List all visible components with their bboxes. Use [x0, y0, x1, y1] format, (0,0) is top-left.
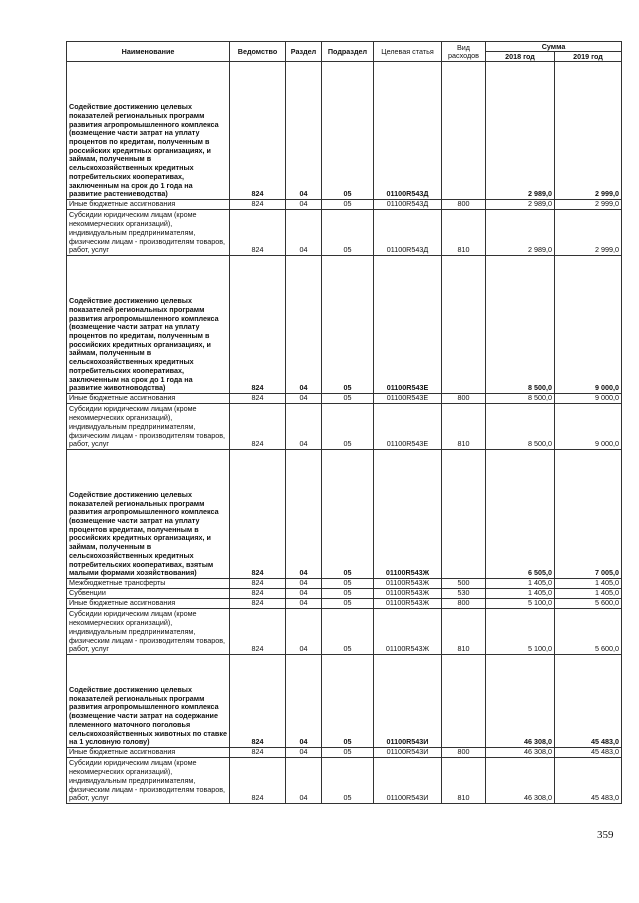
row-dept: 824	[230, 404, 286, 450]
row-section: 04	[286, 394, 322, 404]
row-dept: 824	[230, 589, 286, 599]
header-2018: 2018 год	[486, 52, 555, 62]
row-section: 04	[286, 62, 322, 200]
row-2018: 1 405,0	[486, 589, 555, 599]
row-2019: 7 005,0	[555, 450, 622, 579]
row-2018: 5 100,0	[486, 609, 555, 655]
table-row	[67, 200, 622, 210]
row-subsection: 05	[322, 394, 374, 404]
table-row	[67, 210, 622, 256]
table-row	[67, 748, 622, 758]
row-exp-type: 800	[442, 599, 486, 609]
row-2019: 2 999,0	[555, 62, 622, 200]
table-row	[67, 599, 622, 609]
header-subsection: Подраздел	[322, 42, 374, 62]
table-row	[67, 758, 622, 804]
header-target: Целевая статья	[374, 42, 442, 62]
row-target: 01100R543Д	[374, 62, 442, 200]
row-dept: 824	[230, 655, 286, 748]
row-section: 04	[286, 579, 322, 589]
header-exp-type: Вид расходов	[442, 42, 486, 62]
row-name: Субвенции	[67, 589, 230, 599]
row-name: Содействие достижению целевых показателей региональных программ развития агропромышленного комплекса (возмещение части затрат на уплату процентов по кредитам, полученным в российских кредитных организациях, и займам, полученным в сельскохозяйственных кредитных потребительских кооперативах, заключенным на срок до 1 года на развитие растениеводства)	[67, 62, 230, 200]
row-name: Субсидии юридическим лицам (кроме некоммерческих организаций), индивидуальным предпринимателям, физическим лицам - производителям товаров, работ, услуг	[67, 609, 230, 655]
row-exp-type	[442, 62, 486, 200]
row-section: 04	[286, 200, 322, 210]
row-dept: 824	[230, 579, 286, 589]
row-target: 01100R543Е	[374, 404, 442, 450]
row-target: 01100R543Д	[374, 210, 442, 256]
row-subsection: 05	[322, 589, 374, 599]
row-section: 04	[286, 450, 322, 579]
row-exp-type	[442, 655, 486, 748]
row-subsection: 05	[322, 579, 374, 589]
row-exp-type: 500	[442, 579, 486, 589]
row-2018: 5 100,0	[486, 599, 555, 609]
row-dept: 824	[230, 758, 286, 804]
row-name: Субсидии юридическим лицам (кроме некоммерческих организаций), индивидуальным предпринимателям, физическим лицам - производителям товаров, работ, услуг	[67, 210, 230, 256]
row-2019: 5 600,0	[555, 609, 622, 655]
row-name: Иные бюджетные ассигнования	[67, 394, 230, 404]
budget-table	[66, 41, 622, 804]
row-2019: 1 405,0	[555, 579, 622, 589]
table-row	[67, 609, 622, 655]
row-exp-type: 810	[442, 404, 486, 450]
row-subsection: 05	[322, 758, 374, 804]
row-subsection: 05	[322, 609, 374, 655]
table-row	[67, 256, 622, 394]
row-2018: 1 405,0	[486, 579, 555, 589]
row-subsection: 05	[322, 62, 374, 200]
row-2018: 46 308,0	[486, 748, 555, 758]
row-dept: 824	[230, 599, 286, 609]
row-name: Иные бюджетные ассигнования	[67, 200, 230, 210]
row-2018: 6 505,0	[486, 450, 555, 579]
row-subsection: 05	[322, 404, 374, 450]
row-section: 04	[286, 758, 322, 804]
row-exp-type	[442, 256, 486, 394]
row-target: 01100R543Ж	[374, 579, 442, 589]
header-2019: 2019 год	[555, 52, 622, 62]
row-target: 01100R543Ж	[374, 609, 442, 655]
row-dept: 824	[230, 210, 286, 256]
row-target: 01100R543И	[374, 748, 442, 758]
row-2019: 2 999,0	[555, 200, 622, 210]
row-section: 04	[286, 599, 322, 609]
row-exp-type: 810	[442, 758, 486, 804]
row-name: Содействие достижению целевых показателей региональных программ развития агропромышленного комплекса (возмещение части затрат на уплату процентов по кредитам, полученным в российских кредитных организациях, и займам, полученным в сельскохозяйственных кредитных потребительских кооперативах, заключенным на срок до 1 года на развитие животноводства)	[67, 256, 230, 394]
row-dept: 824	[230, 450, 286, 579]
row-subsection: 05	[322, 256, 374, 394]
row-exp-type: 810	[442, 609, 486, 655]
row-subsection: 05	[322, 748, 374, 758]
row-target: 01100R543И	[374, 758, 442, 804]
table-row	[67, 62, 622, 200]
header-name: Наименование	[67, 42, 230, 62]
row-target: 01100R543Е	[374, 394, 442, 404]
row-target: 01100R543Е	[374, 256, 442, 394]
header-dept: Ведомство	[230, 42, 286, 62]
header-sum: Сумма	[486, 42, 622, 52]
row-2019: 2 999,0	[555, 210, 622, 256]
table-row	[67, 655, 622, 748]
row-exp-type: 530	[442, 589, 486, 599]
row-name: Содействие достижению целевых показателей региональных программ развития агропромышленного комплекса (возмещение части затрат на содержание племенного маточного поголовья сельскохозяйственных животных по ставке на 1 условную голову)	[67, 655, 230, 748]
row-exp-type	[442, 450, 486, 579]
row-name: Иные бюджетные ассигнования	[67, 748, 230, 758]
row-subsection: 05	[322, 450, 374, 579]
row-exp-type: 800	[442, 200, 486, 210]
row-name: Иные бюджетные ассигнования	[67, 599, 230, 609]
header-section: Раздел	[286, 42, 322, 62]
row-2019: 9 000,0	[555, 404, 622, 450]
row-subsection: 05	[322, 655, 374, 748]
row-section: 04	[286, 256, 322, 394]
table-row	[67, 450, 622, 579]
table-row	[67, 404, 622, 450]
row-target: 01100R543Ж	[374, 450, 442, 579]
row-2018: 2 989,0	[486, 200, 555, 210]
row-2019: 9 000,0	[555, 394, 622, 404]
row-2018: 8 500,0	[486, 256, 555, 394]
row-target: 01100R543И	[374, 655, 442, 748]
row-section: 04	[286, 589, 322, 599]
row-2018: 46 308,0	[486, 655, 555, 748]
row-section: 04	[286, 404, 322, 450]
row-exp-type: 800	[442, 394, 486, 404]
row-section: 04	[286, 210, 322, 256]
row-subsection: 05	[322, 200, 374, 210]
row-dept: 824	[230, 748, 286, 758]
row-name: Субсидии юридическим лицам (кроме некоммерческих организаций), индивидуальным предпринимателям, физическим лицам - производителям товаров, работ, услуг	[67, 404, 230, 450]
row-2018: 46 308,0	[486, 758, 555, 804]
page-number: 359	[597, 829, 614, 841]
row-subsection: 05	[322, 599, 374, 609]
row-dept: 824	[230, 62, 286, 200]
row-section: 04	[286, 748, 322, 758]
row-section: 04	[286, 655, 322, 748]
row-dept: 824	[230, 256, 286, 394]
row-subsection: 05	[322, 210, 374, 256]
row-2019: 45 483,0	[555, 655, 622, 748]
row-2018: 8 500,0	[486, 394, 555, 404]
table-body	[67, 62, 622, 804]
row-name: Субсидии юридическим лицам (кроме некоммерческих организаций), индивидуальным предпринимателям, физическим лицам - производителям товаров, работ, услуг	[67, 758, 230, 804]
row-2019: 1 405,0	[555, 589, 622, 599]
row-exp-type: 810	[442, 210, 486, 256]
row-target: 01100R543Ж	[374, 599, 442, 609]
row-dept: 824	[230, 394, 286, 404]
row-2019: 5 600,0	[555, 599, 622, 609]
row-section: 04	[286, 609, 322, 655]
row-2019: 45 483,0	[555, 758, 622, 804]
row-2018: 2 989,0	[486, 210, 555, 256]
row-target: 01100R543Д	[374, 200, 442, 210]
table-row	[67, 579, 622, 589]
row-dept: 824	[230, 200, 286, 210]
row-2019: 9 000,0	[555, 256, 622, 394]
row-dept: 824	[230, 609, 286, 655]
row-name: Межбюджетные трансферты	[67, 579, 230, 589]
row-2018: 8 500,0	[486, 404, 555, 450]
table-row	[67, 589, 622, 599]
row-2018: 2 989,0	[486, 62, 555, 200]
row-target: 01100R543Ж	[374, 589, 442, 599]
table-row	[67, 394, 622, 404]
row-2019: 45 483,0	[555, 748, 622, 758]
row-exp-type: 800	[442, 748, 486, 758]
row-name: Содействие достижению целевых показателей региональных программ развития агропромышленного комплекса (возмещение части затрат на уплату процентов кредитам, полученным в российских кредитных организациях, и займам, полученным в сельскохозяйственных кредитных потребительских кооперативах, взятым малыми формами хозяйствования)	[67, 450, 230, 579]
